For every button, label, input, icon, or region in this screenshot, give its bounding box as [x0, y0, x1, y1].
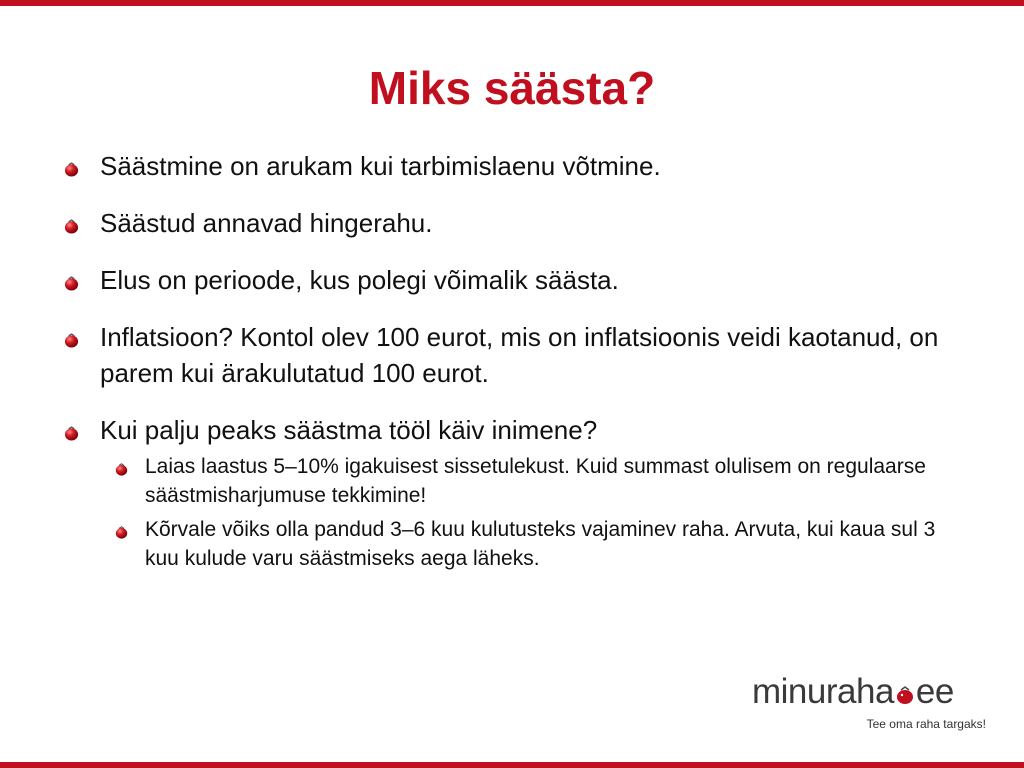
- top-accent-bar: [0, 0, 1024, 6]
- bullet-icon: [64, 426, 79, 441]
- slide-title: Miks säästa?: [368, 62, 656, 114]
- minuraha-logo: [752, 670, 992, 740]
- sub-bullet-text: Laias laastus 5–10% igakuisest sissetulekust. Kuid summast olulisem on regulaarse säästmisharjumuse tekkimine!: [145, 455, 926, 507]
- logo-tagline: Tee oma raha targaks!: [866, 717, 986, 731]
- bullet-text: Kui palju peaks säästma tööl käiv inimene?: [100, 415, 598, 445]
- bullet-icon: [64, 162, 79, 177]
- sub-bullet-item: [115, 515, 964, 573]
- bullet-list: [64, 148, 964, 578]
- logo-word-left: minuraha: [752, 672, 894, 711]
- bullet-item: [64, 205, 964, 241]
- bullet-icon: [64, 219, 79, 234]
- logo-wordmark: [752, 670, 954, 714]
- bullet-item: [64, 412, 964, 573]
- sub-bullet-icon: [115, 526, 128, 539]
- sub-bullet-icon: [115, 463, 128, 476]
- bullet-item: [64, 148, 964, 184]
- bullet-text: Säästmine on arukam kui tarbimislaenu võtmine.: [100, 151, 661, 181]
- bullet-text: Säästud annavad hingerahu.: [100, 208, 433, 238]
- bullet-text: Inflatsioon? Kontol olev 100 eurot, mis on inflatsioonis veidi kaotanud, on parem kui ärakulutatud 100 eurot.: [100, 322, 939, 388]
- bullet-text: Elus on perioode, kus polegi võimalik säästa.: [100, 265, 619, 295]
- sub-bullet-item: [115, 452, 964, 510]
- bullet-icon: [64, 276, 79, 291]
- logo-word-right: ee: [915, 672, 954, 711]
- bullet-item: [64, 262, 964, 298]
- bullet-icon: [64, 333, 79, 348]
- bottom-accent-bar: [0, 762, 1024, 768]
- piggy-bank-dot-icon: [895, 672, 915, 692]
- bullet-item: [64, 319, 964, 391]
- sub-bullet-list: [100, 452, 964, 573]
- sub-bullet-text: Kõrvale võiks olla pandud 3–6 kuu kulutusteks vajaminev raha. Arvuta, kui kaua sul 3 kuu kulude varu säästmiseks aega läheks.: [145, 518, 936, 570]
